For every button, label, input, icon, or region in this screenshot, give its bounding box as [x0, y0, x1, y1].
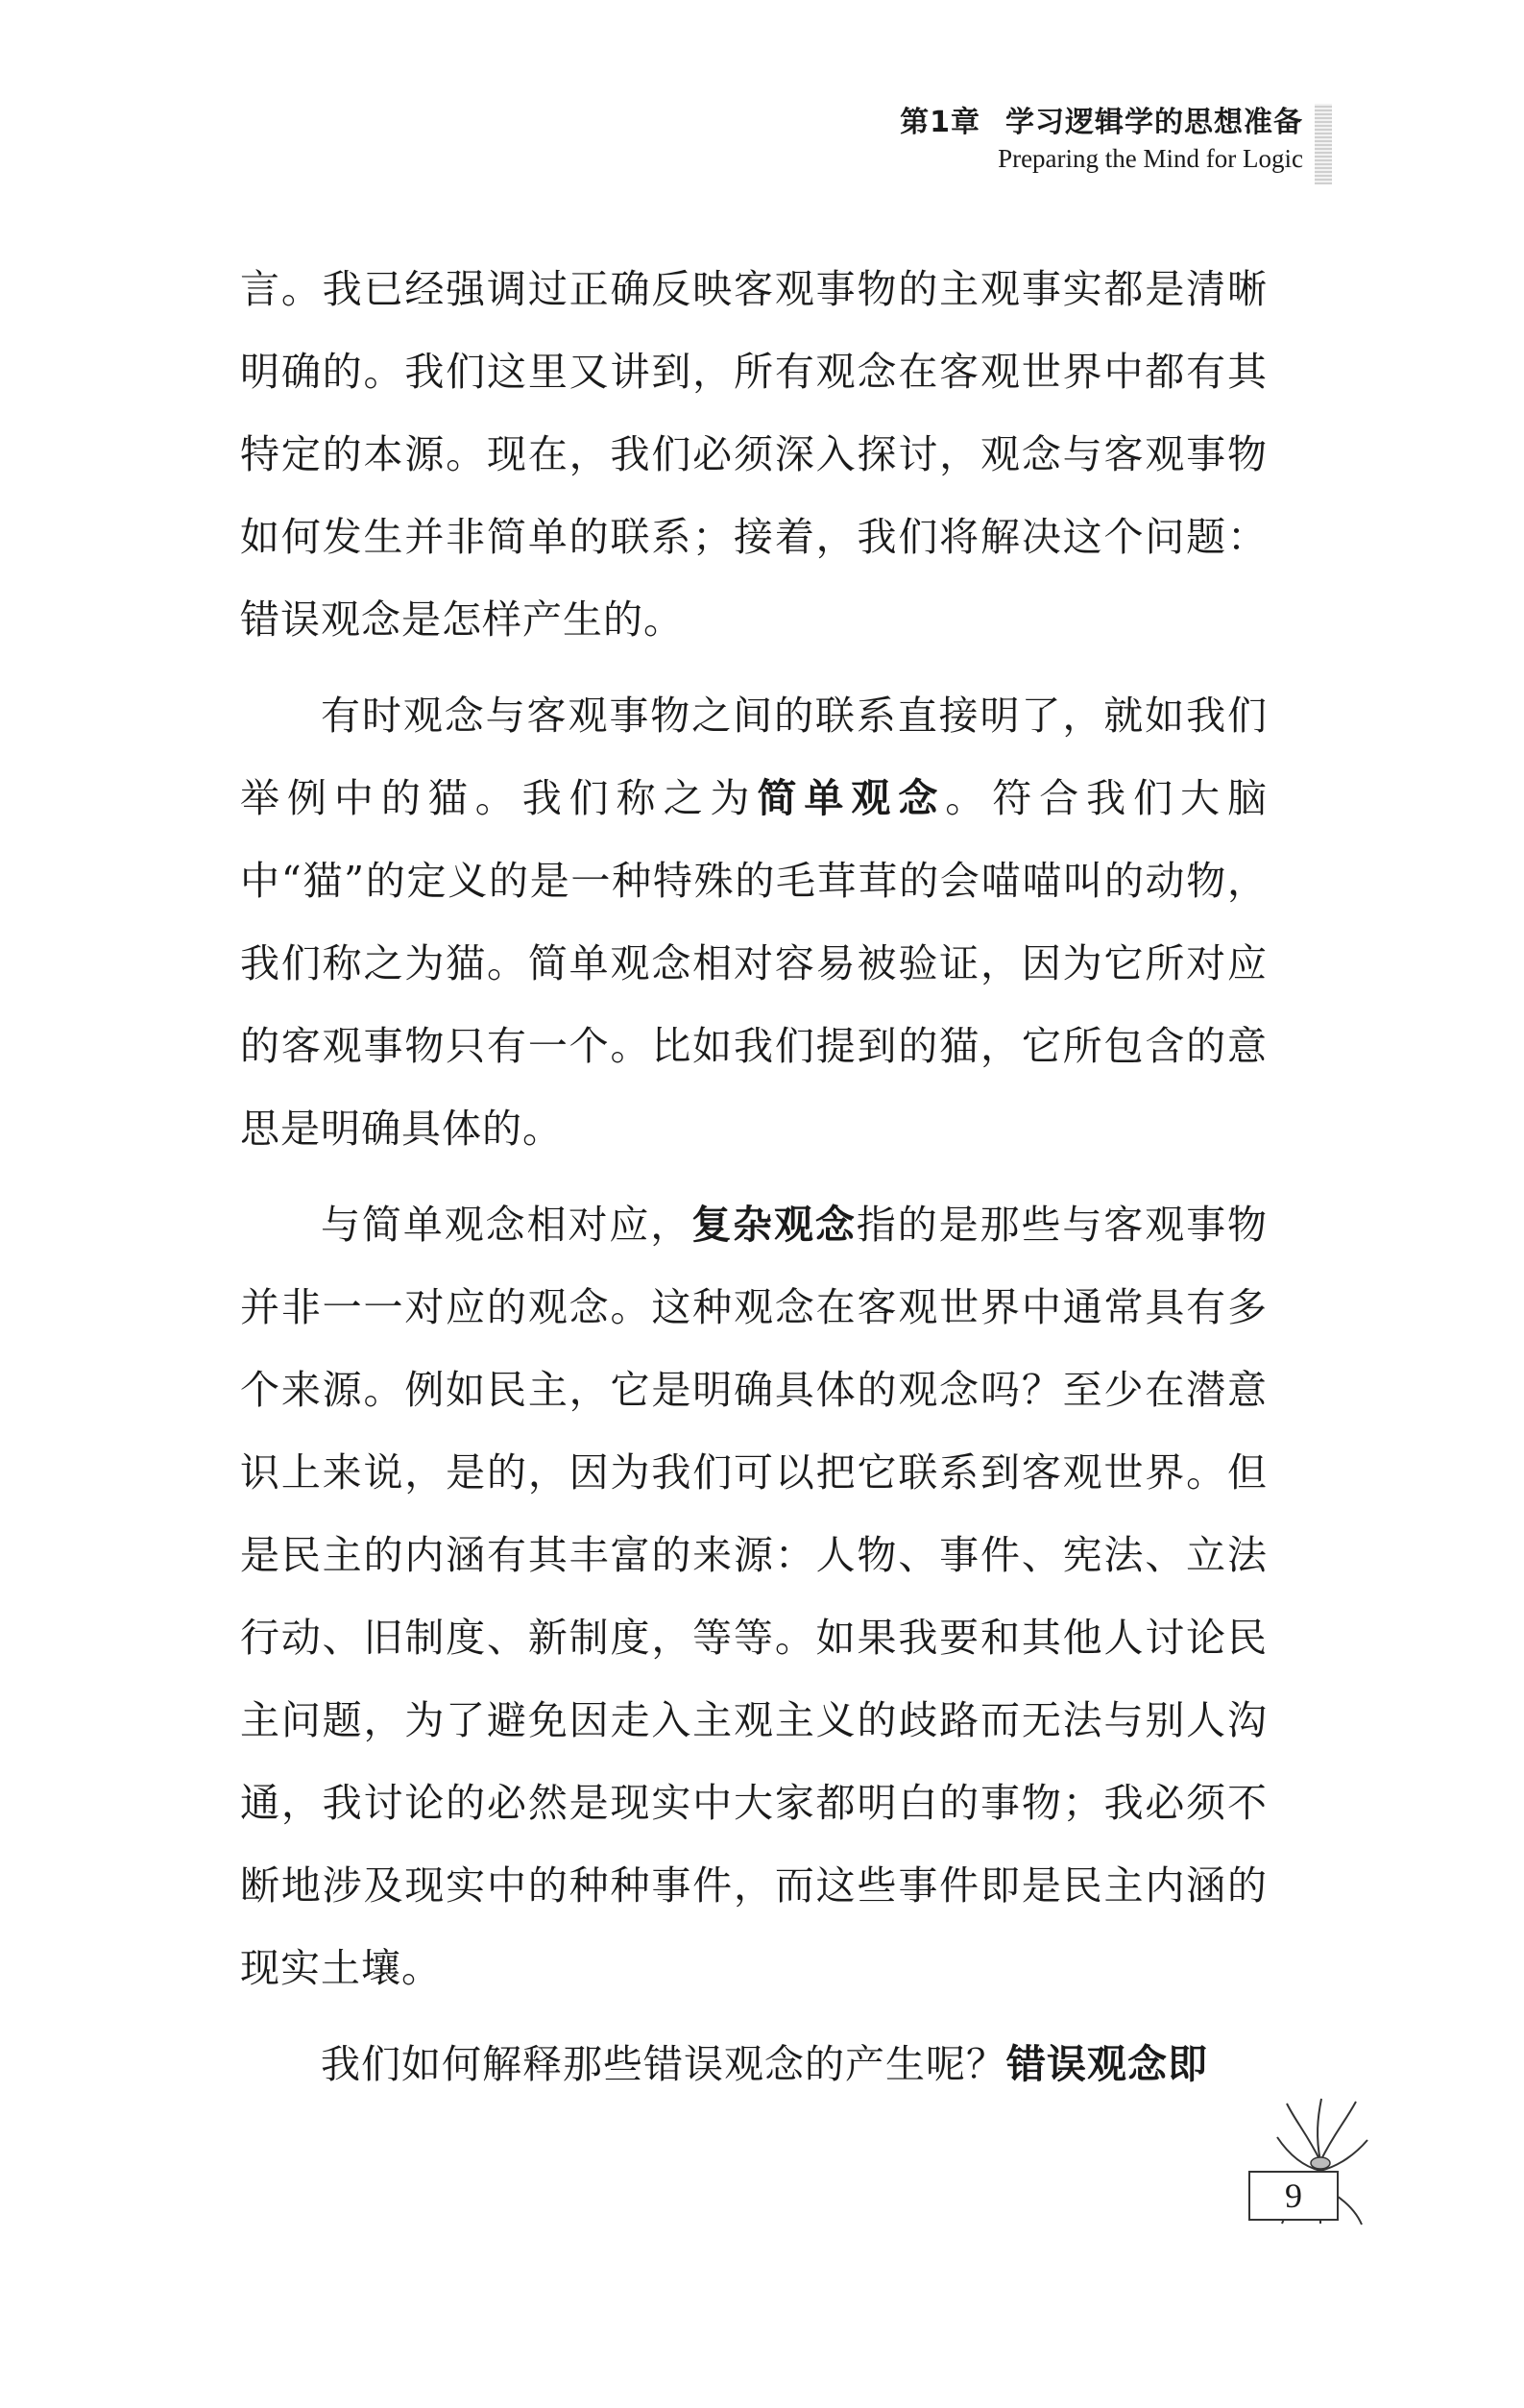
running-header	[900, 104, 1303, 175]
text-segment: 指的是那些与客观事物并非一一对应的观念。这种观念在客观世界中通常具有多个来源。例如民主，它是明确具体的观念吗？至少在潜意识上来说，是的，因为我们可以把它联系到客观世界。但是民主的内涵有其丰富的来源：人物、事件、宪法、立法行动、旧制度、新制度，等等。如果我要和其他人讨论民主问题，为了避免因走入主观主义的歧路而无法与别人沟通，我讨论的必然是现实中大家都明白的事物；我必须不断地涉及现实中的种种事件，而这些事件即是民主内涵的现实土壤。	[240, 1202, 1269, 1991]
paragraph	[240, 674, 1268, 1170]
chapter-title-en: Preparing the Mind for Logic	[998, 144, 1303, 173]
chapter-number: 第1章	[900, 106, 980, 139]
term-complex-idea: 复杂观念	[691, 1202, 857, 1248]
text-segment: 有时观念与客观事物之间的联系直接明了，就如我们举例中的猫。我们称之为	[240, 693, 1268, 821]
paragraph	[240, 248, 1268, 661]
term-simple-idea: 简单观念	[757, 775, 946, 821]
term-false-idea: 错误观念即	[1006, 2041, 1208, 2087]
text-segment: 言。我已经强调过正确反映客观事物的主观事实都是清晰明确的。我们这里又讲到，所有观念在客观世界中都有其特定的本源。现在，我们必须深入探讨，观念与客观事物如何发生并非简单的联系；接着，我们将解决这个问题：错误观念是怎样产生的。	[240, 266, 1268, 643]
header-decorative-bar	[1315, 104, 1332, 184]
paragraph	[240, 1183, 1268, 2009]
body-text	[240, 248, 1268, 2119]
text-segment: 与简单观念相对应，	[321, 1202, 692, 1248]
paragraph	[240, 2023, 1268, 2105]
text-segment: 。符合我们大脑中“猫”的定义的是一种特殊的毛茸茸的会喵喵叫的动物，我们称之为猫。简单观念相对容易被验证，因为它所对应的客观事物只有一个。比如我们提到的猫，它所包含的意思是明确具体的。	[240, 775, 1269, 1152]
text-segment: 我们如何解释那些错误观念的产生呢？	[321, 2041, 1006, 2087]
chapter-heading	[900, 104, 1303, 142]
chapter-title-cn: 学习逻辑学的思想准备	[1005, 106, 1303, 139]
page-number: 9	[1248, 2171, 1339, 2221]
